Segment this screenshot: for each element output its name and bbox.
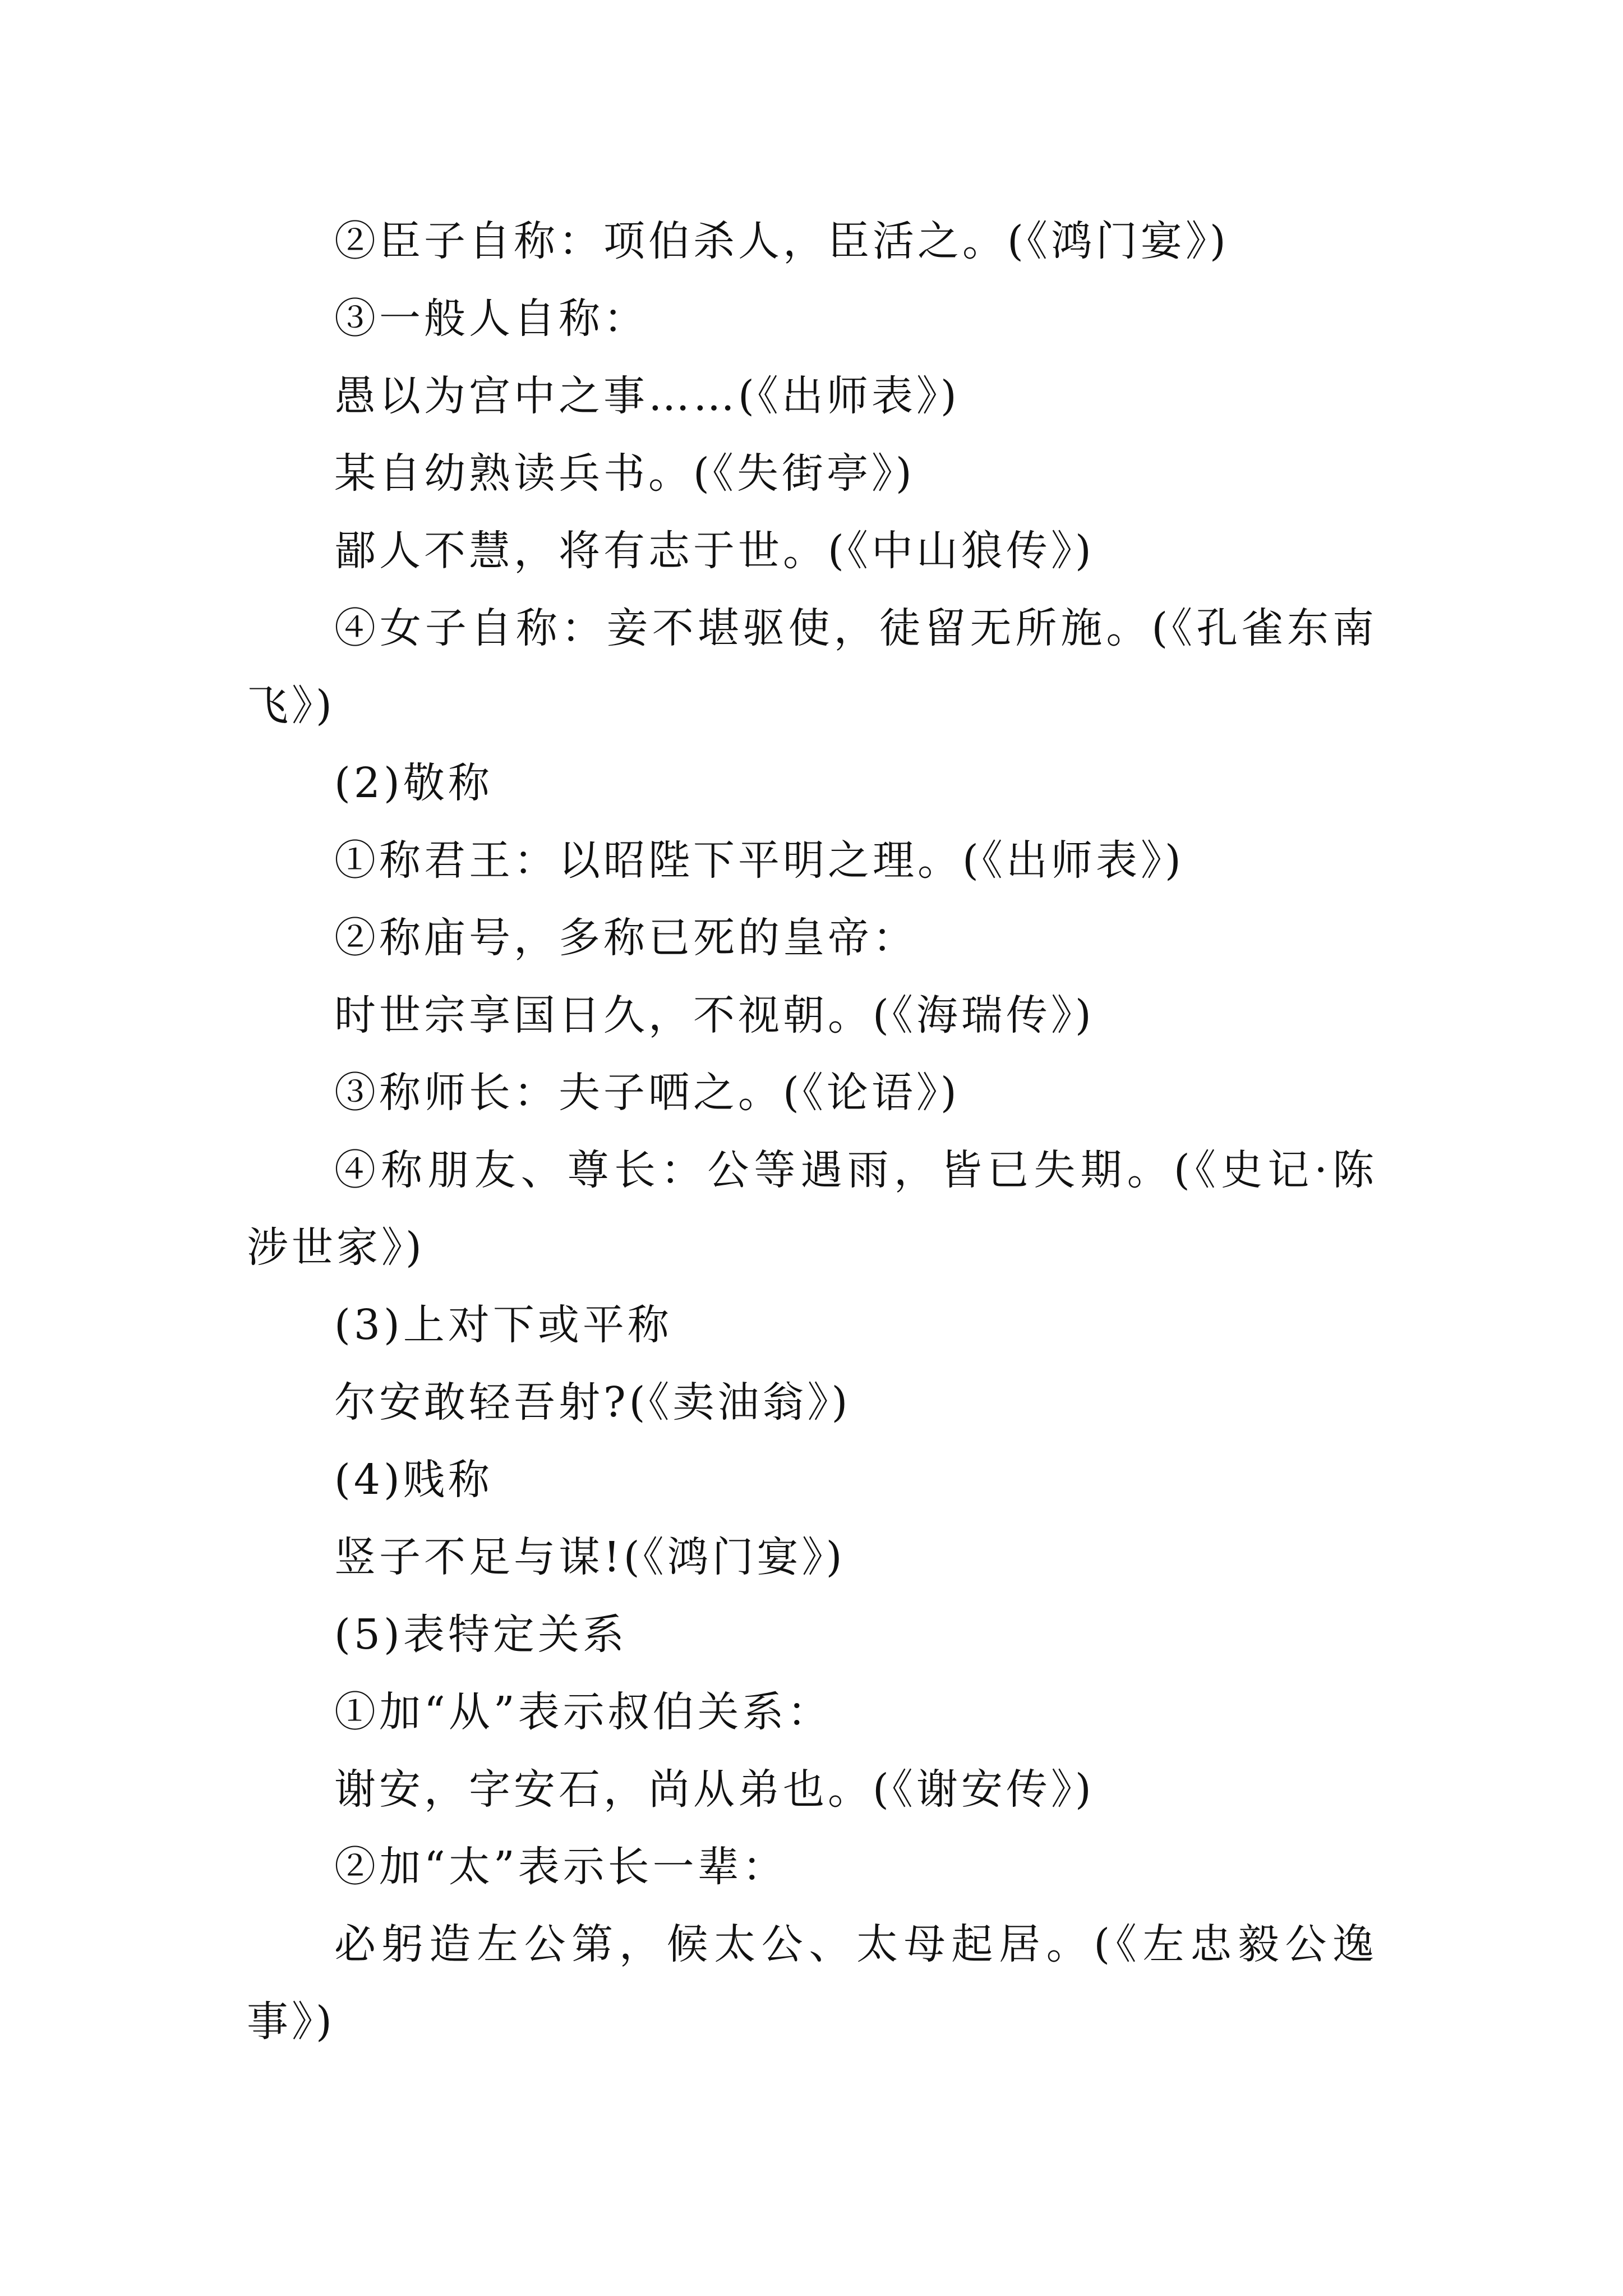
text-line: 愚以为宫中之事……(《出师表》) xyxy=(334,372,960,420)
text-line: 谢安，字安石，尚从弟也。(《谢安传》) xyxy=(334,1765,1095,1814)
text-line: 某自幼熟读兵书。(《失街亭》) xyxy=(334,449,915,498)
text-line: ④女子自称：妾不堪驱使，徒留无所施。(《孔雀东南 xyxy=(334,604,1377,652)
text-line: 飞》) xyxy=(247,682,335,730)
section-heading: (2)敬称 xyxy=(334,759,493,807)
text-line: ②臣子自称：项伯杀人，臣活之。(《鸿门宴》) xyxy=(334,217,1229,265)
section-heading: (4)贱称 xyxy=(334,1456,493,1504)
text-line: 竖子不足与谋!(《鸿门宴》) xyxy=(334,1533,846,1581)
text-line: 事》) xyxy=(247,1998,335,2046)
text-line: ③称师长：夫子哂之。(《论语》) xyxy=(334,1069,960,1117)
text-line: ②加“太”表示长一辈： xyxy=(334,1843,787,1891)
text-line: 必躬造左公第，候太公、太母起居。(《左忠毅公逸 xyxy=(334,1920,1377,1968)
section-heading: (5)表特定关系 xyxy=(334,1611,628,1659)
text-line: ①加“从”表示叔伯关系： xyxy=(334,1688,832,1736)
text-line: ③一般人自称： xyxy=(334,295,648,343)
text-line: 鄙人不慧，将有志于世。(《中山狼传》) xyxy=(334,527,1095,575)
text-line: 尔安敢轻吾射?(《卖油翁》) xyxy=(334,1378,851,1427)
text-line: ④称朋友、尊长：公等遇雨，皆已失期。(《史记·陈 xyxy=(334,1146,1377,1194)
text-line: ②称庙号，多称已死的皇帝： xyxy=(334,914,917,962)
text-line: 时世宗享国日久，不视朝。(《海瑞传》) xyxy=(334,991,1095,1039)
text-line: ①称君王：以昭陛下平明之理。(《出师表》) xyxy=(334,836,1184,885)
text-line: 涉世家》) xyxy=(247,1223,425,1272)
section-heading: (3)上对下或平称 xyxy=(334,1301,672,1349)
